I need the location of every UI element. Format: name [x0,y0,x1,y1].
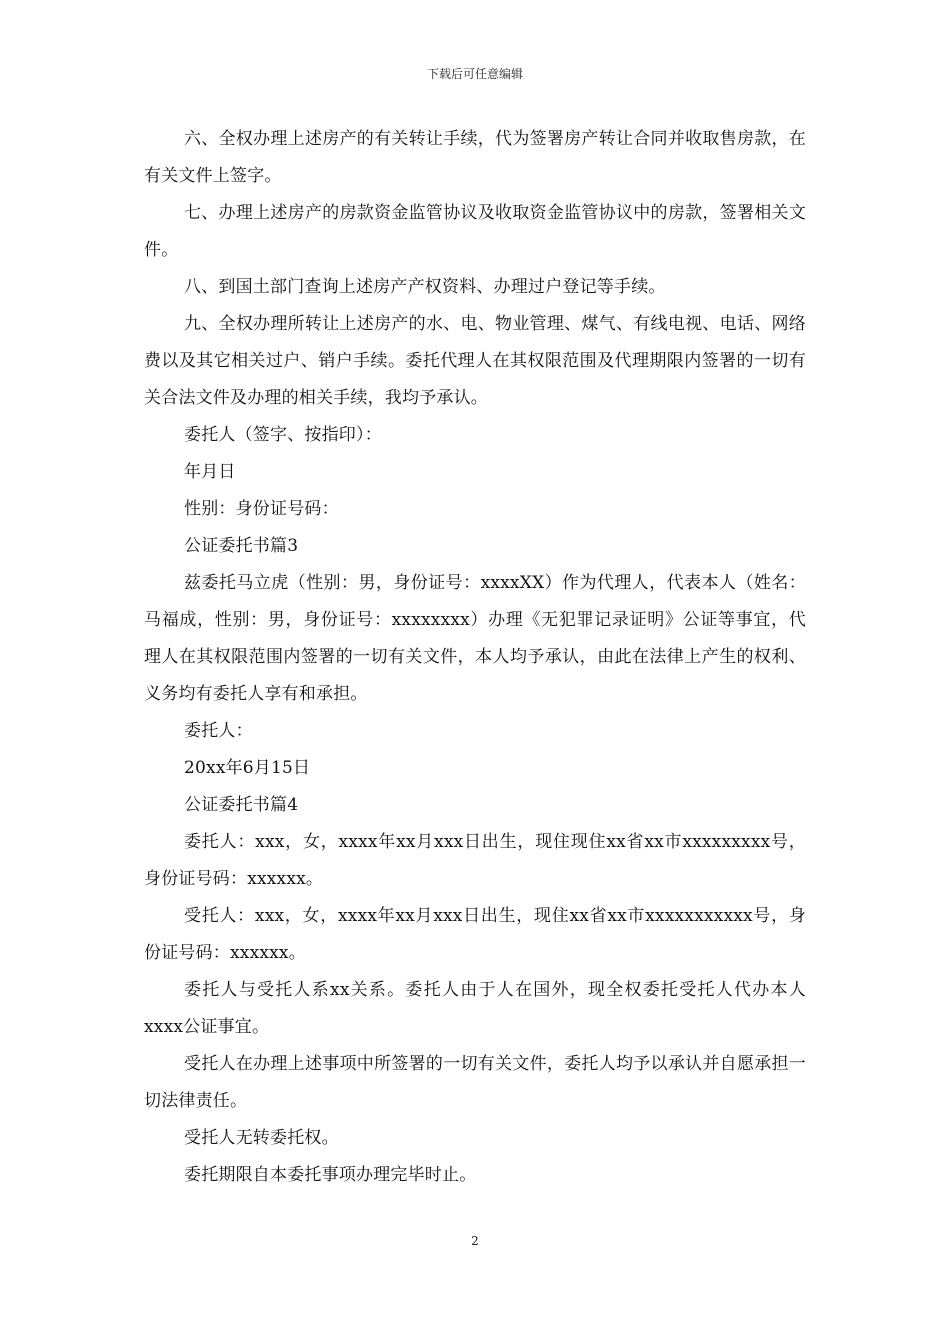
section-3-body: 兹委托马立虎（性别：男，身份证号：xxxxXX）作为代理人，代表本人（姓名：马福成，性别：男，身份证号：xxxxxxxx）办理《无犯罪记录证明》公证等事宜，代理人在其权限范围内签署的一切有关文件，本人均予承认，由此在法律上产生的权利、义务均有委托人享有和承担。 [144,573,806,704]
section-4-term: 委托期限自本委托事项办理完毕时止。 [184,1165,477,1185]
document-body [144,121,806,1194]
clause-seven: 七、办理上述房产的房款资金监管协议及收取资金监管协议中的房款，签署相关文件。 [144,203,806,260]
section-4-agent-info: 受托人：xxx，女，xxxx年xx月xxx日出生，现住xx省xx市xxxxxxxxxxx号，身份证号码：xxxxxx。 [144,906,806,963]
section-4-principal-info: 委托人：xxx，女，xxxx年xx月xxx日出生，现住现住xx省xx市xxxxxxxxx号，身份证号码：xxxxxx。 [144,832,806,889]
section-3-principal-line: 委托人： [184,721,253,741]
section-heading-3: 公证委托书篇3 [184,536,299,556]
clause-six: 六、全权办理上述房产的有关转让手续，代为签署房产转让合同并收取售房款，在有关文件上签字。 [144,129,806,186]
section-4-no-subdelegation: 受托人无转委托权。 [184,1128,339,1148]
clause-eight: 八、到国土部门查询上述房产产权资料、办理过户登记等手续。 [184,277,666,297]
section-4-relationship: 委托人与受托人系xx关系。委托人由于人在国外，现全权委托受托人代办本人xxxx公证事宜。 [144,980,806,1037]
page-header: 下载后可任意编辑 [426,67,523,81]
section-4-acknowledgement: 受托人在办理上述事项中所签署的一切有关文件，委托人均予以承认并自愿承担一切法律责任。 [144,1054,806,1111]
date-line: 年月日 [184,462,236,482]
section-heading-4: 公证委托书篇4 [184,795,299,815]
principal-signature-line: 委托人（签字、按指印）： [184,425,382,445]
clause-nine: 九、全权办理所转让上述房产的水、电、物业管理、煤气、有线电视、电话、网络费以及其它相关过户、销户手续。委托代理人在其权限范围及代理期限内签署的一切有关合法文件及办理的相关手续，我均予承认。 [144,314,806,408]
gender-id-line: 性别：身份证号码： [184,499,339,519]
page-number: 2 [471,1234,479,1248]
section-3-date-line: 20xx年6月15日 [184,758,311,778]
